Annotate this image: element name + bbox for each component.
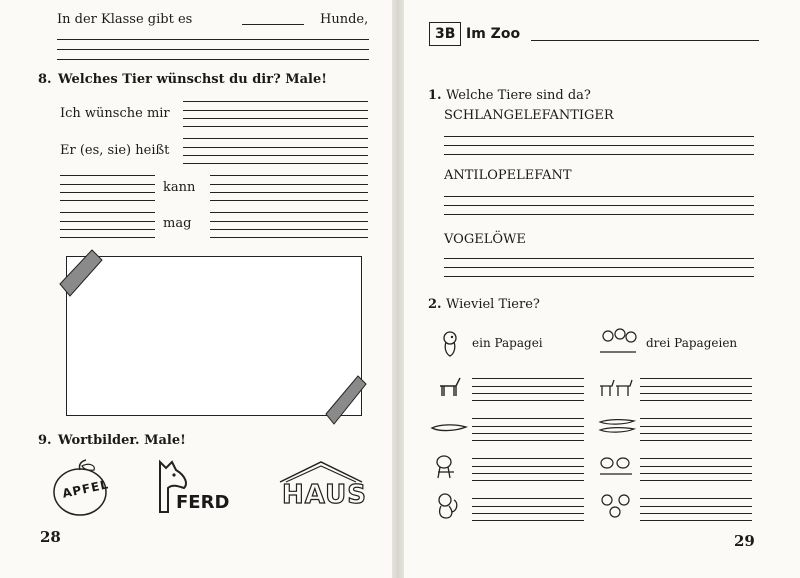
puzzle-word-2: ANTILOPELEFANT <box>444 168 572 183</box>
name-writing-lines[interactable] <box>183 131 368 164</box>
dog-single-lines[interactable] <box>472 452 584 481</box>
can-label: kann <box>163 180 196 195</box>
who-likes-writing-lines[interactable] <box>60 205 155 238</box>
dog-icon <box>432 452 460 480</box>
book-gutter <box>392 0 404 578</box>
parrots-group-icon <box>598 326 638 356</box>
task8-heading: Welches Tier wünschst du dir? Male! <box>58 72 327 87</box>
class-dogs-sentence-start: In der Klasse gibt es <box>57 12 193 27</box>
monkey-icon <box>432 492 460 520</box>
writing-lines-1[interactable] <box>57 30 369 60</box>
wish-label: Ich wünsche mir <box>60 106 170 121</box>
likes-writing-lines[interactable] <box>210 205 368 238</box>
task9-number: 9. <box>38 433 52 448</box>
apple-word-text: APFEL <box>61 477 111 501</box>
left-page <box>0 0 392 578</box>
dog-plural-lines[interactable] <box>640 452 752 481</box>
drawing-frame[interactable] <box>66 256 362 416</box>
monkey-plural-lines[interactable] <box>640 492 752 521</box>
task9-heading: Wortbilder. Male! <box>58 433 186 448</box>
section-title: Im Zoo <box>466 26 521 42</box>
monkey-single-lines[interactable] <box>472 492 584 521</box>
likes-label: mag <box>163 216 192 231</box>
name-label: Er (es, sie) heißt <box>60 143 170 158</box>
crocodile-icon <box>430 420 468 436</box>
task8-number: 8. <box>38 72 52 87</box>
monkeys-group-icon <box>598 492 634 520</box>
task2-heading: Wieviel Tiere? <box>446 297 540 312</box>
task2-number: 2. <box>428 297 442 312</box>
right-page <box>404 0 800 578</box>
crocodile-plural-lines[interactable] <box>640 412 752 441</box>
horse-word-text: FERD <box>176 492 230 513</box>
antelope-single-lines[interactable] <box>472 372 584 401</box>
puzzle-word-3: VOGELÖWE <box>444 232 526 247</box>
antelope-icon <box>434 374 464 400</box>
page-number-left: 28 <box>40 528 61 546</box>
page-number-right: 29 <box>734 532 755 550</box>
puzzle-word-2-lines[interactable] <box>444 188 754 215</box>
wish-writing-lines[interactable] <box>183 94 368 127</box>
puzzle-word-1: SCHLANGELEFANTIGER <box>444 108 614 123</box>
can-writing-lines[interactable] <box>210 168 368 201</box>
crocodile-single-lines[interactable] <box>472 412 584 441</box>
who-can-writing-lines[interactable] <box>60 168 155 201</box>
parrot-icon <box>436 328 464 358</box>
dogs-group-icon <box>598 454 634 478</box>
crocodiles-group-icon <box>598 416 636 436</box>
task1-heading: Welche Tiere sind da? <box>446 88 591 103</box>
section-badge-label: 3B <box>429 22 461 46</box>
example-single-label: ein Papagei <box>472 336 543 350</box>
antelope-plural-lines[interactable] <box>640 372 752 401</box>
antelopes-group-icon <box>598 374 634 400</box>
task1-number: 1. <box>428 88 442 103</box>
dogs-count-blank[interactable] <box>242 24 304 25</box>
photo-corner-bottom-right <box>320 370 370 430</box>
example-plural-label: drei Papageien <box>646 336 738 350</box>
section-badge <box>429 22 461 46</box>
class-dogs-sentence-end: Hunde, <box>320 12 369 27</box>
house-word-text: HAUS <box>282 480 367 510</box>
section-title-rule <box>531 40 759 41</box>
photo-corner-top-left <box>56 246 106 306</box>
puzzle-word-1-lines[interactable] <box>444 128 754 155</box>
puzzle-word-3-lines[interactable] <box>444 250 754 277</box>
